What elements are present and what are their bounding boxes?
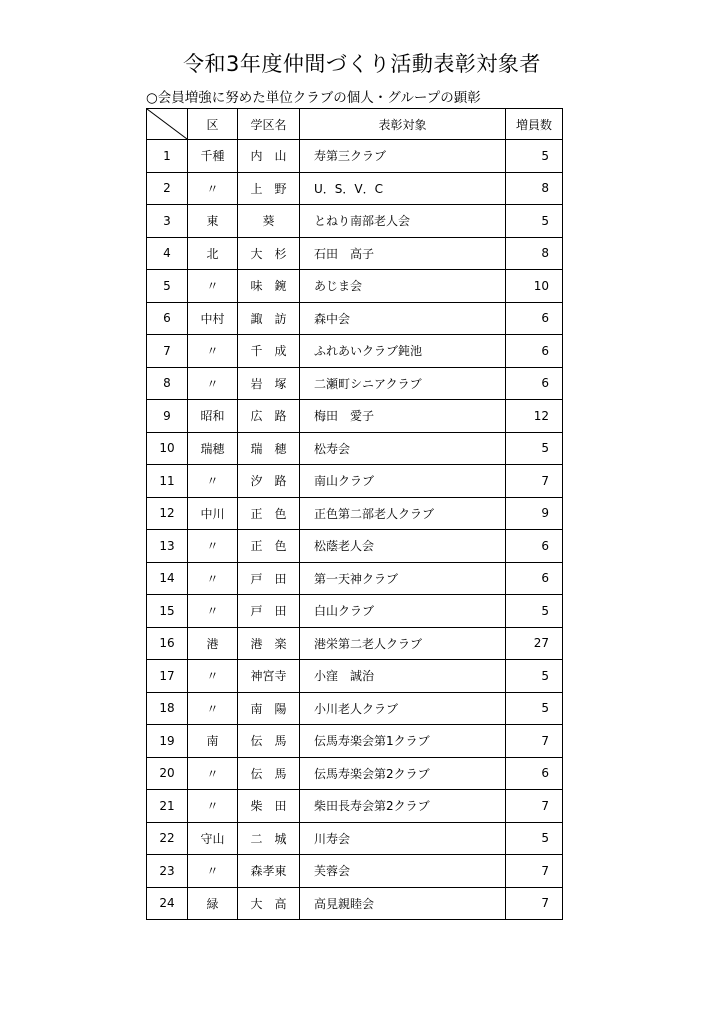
table-row <box>147 887 563 920</box>
table-row <box>147 432 563 465</box>
table-row <box>147 400 563 433</box>
school-district-cell: 葵 <box>238 205 300 238</box>
corner-cell <box>147 109 188 140</box>
row-number: 22 <box>147 822 188 855</box>
award-target-cell: 寿第三クラブ <box>300 140 506 173</box>
table-row <box>147 205 563 238</box>
member-increase-cell: 6 <box>506 757 563 790</box>
school-district-cell: 二 城 <box>238 822 300 855</box>
award-target-cell: 川寿会 <box>300 822 506 855</box>
award-target-cell: 梅田 愛子 <box>300 400 506 433</box>
award-target-cell: 高見親睦会 <box>300 887 506 920</box>
award-target-cell: 芙蓉会 <box>300 855 506 888</box>
school-district-cell: 柴 田 <box>238 790 300 823</box>
row-number: 20 <box>147 757 188 790</box>
member-increase-cell: 9 <box>506 497 563 530</box>
award-target-cell: 正色第二部老人クラブ <box>300 497 506 530</box>
school-district-cell: 汐 路 <box>238 465 300 498</box>
member-increase-cell: 7 <box>506 725 563 758</box>
award-target-cell: ふれあいクラブ鈍池 <box>300 335 506 368</box>
ward-cell: 〃 <box>188 757 238 790</box>
table-row <box>147 237 563 270</box>
member-increase-cell: 27 <box>506 627 563 660</box>
award-target-cell: 柴田長寿会第2クラブ <box>300 790 506 823</box>
school-district-cell: 伝 馬 <box>238 725 300 758</box>
row-number: 21 <box>147 790 188 823</box>
table-row <box>147 302 563 335</box>
table-row <box>147 595 563 628</box>
ward-cell: 〃 <box>188 270 238 303</box>
row-number: 5 <box>147 270 188 303</box>
member-increase-cell: 10 <box>506 270 563 303</box>
school-district-cell: 上 野 <box>238 172 300 205</box>
table-row <box>147 270 563 303</box>
school-district-cell: 広 路 <box>238 400 300 433</box>
award-target-cell: 小窪 誠治 <box>300 660 506 693</box>
ward-cell: 〃 <box>188 595 238 628</box>
row-number: 14 <box>147 562 188 595</box>
school-district-cell: 南 陽 <box>238 692 300 725</box>
member-increase-cell: 5 <box>506 205 563 238</box>
member-increase-cell: 5 <box>506 660 563 693</box>
member-increase-cell: 8 <box>506 172 563 205</box>
section-heading: ○会員増強に努めた単位クラブの個人・グループの顕彰 <box>146 90 481 106</box>
member-increase-cell: 5 <box>506 140 563 173</box>
header-ku: 区 <box>188 109 238 140</box>
table-row <box>147 562 563 595</box>
row-number: 16 <box>147 627 188 660</box>
table-row <box>147 790 563 823</box>
row-number: 9 <box>147 400 188 433</box>
row-number: 8 <box>147 367 188 400</box>
table-row <box>147 140 563 173</box>
ward-cell: 瑞穂 <box>188 432 238 465</box>
table-row <box>147 465 563 498</box>
school-district-cell: 正 色 <box>238 497 300 530</box>
table-row <box>147 172 563 205</box>
header-target: 表彰対象 <box>300 109 506 140</box>
member-increase-cell: 7 <box>506 465 563 498</box>
ward-cell: 北 <box>188 237 238 270</box>
award-target-cell: とねり南部老人会 <box>300 205 506 238</box>
page-title: 令和3年度仲間づくり活動表彰対象者 <box>183 52 541 76</box>
table-row <box>147 855 563 888</box>
member-increase-cell: 5 <box>506 822 563 855</box>
row-number: 17 <box>147 660 188 693</box>
member-increase-cell: 6 <box>506 530 563 563</box>
member-increase-cell: 6 <box>506 302 563 335</box>
row-number: 18 <box>147 692 188 725</box>
ward-cell: 〃 <box>188 692 238 725</box>
member-increase-cell: 7 <box>506 887 563 920</box>
member-increase-cell: 5 <box>506 432 563 465</box>
row-number: 7 <box>147 335 188 368</box>
header-gakku: 学区名 <box>238 109 300 140</box>
table-row <box>147 660 563 693</box>
row-number: 6 <box>147 302 188 335</box>
member-increase-cell: 6 <box>506 562 563 595</box>
row-number: 24 <box>147 887 188 920</box>
award-target-cell: 第一天神クラブ <box>300 562 506 595</box>
award-target-cell: 森中会 <box>300 302 506 335</box>
award-target-cell: 石田 高子 <box>300 237 506 270</box>
school-district-cell: 大 高 <box>238 887 300 920</box>
row-number: 3 <box>147 205 188 238</box>
ward-cell: 〃 <box>188 790 238 823</box>
table-row <box>147 367 563 400</box>
table-row <box>147 757 563 790</box>
row-number: 10 <box>147 432 188 465</box>
member-increase-cell: 6 <box>506 335 563 368</box>
ward-cell: 南 <box>188 725 238 758</box>
member-increase-cell: 6 <box>506 367 563 400</box>
header-count: 増員数 <box>506 109 563 140</box>
row-number: 2 <box>147 172 188 205</box>
award-target-cell: 白山クラブ <box>300 595 506 628</box>
row-number: 15 <box>147 595 188 628</box>
ward-cell: 〃 <box>188 855 238 888</box>
ward-cell: 中村 <box>188 302 238 335</box>
ward-cell: 昭和 <box>188 400 238 433</box>
row-number: 13 <box>147 530 188 563</box>
member-increase-cell: 5 <box>506 595 563 628</box>
award-target-cell: 小川老人クラブ <box>300 692 506 725</box>
award-target-cell: 二瀬町シニアクラブ <box>300 367 506 400</box>
member-increase-cell: 5 <box>506 692 563 725</box>
row-number: 19 <box>147 725 188 758</box>
ward-cell: 中川 <box>188 497 238 530</box>
table-row <box>147 692 563 725</box>
row-number: 11 <box>147 465 188 498</box>
school-district-cell: 味 鋺 <box>238 270 300 303</box>
school-district-cell: 森孝東 <box>238 855 300 888</box>
table-row <box>147 627 563 660</box>
ward-cell: 千種 <box>188 140 238 173</box>
award-target-cell: 南山クラブ <box>300 465 506 498</box>
ward-cell: 〃 <box>188 172 238 205</box>
school-district-cell: 戸 田 <box>238 562 300 595</box>
ward-cell: 港 <box>188 627 238 660</box>
table-row <box>147 822 563 855</box>
award-target-cell: あじま会 <box>300 270 506 303</box>
school-district-cell: 大 杉 <box>238 237 300 270</box>
school-district-cell: 港 楽 <box>238 627 300 660</box>
school-district-cell: 諏 訪 <box>238 302 300 335</box>
ward-cell: 〃 <box>188 530 238 563</box>
row-number: 4 <box>147 237 188 270</box>
ward-cell: 東 <box>188 205 238 238</box>
ward-cell: 〃 <box>188 465 238 498</box>
member-increase-cell: 7 <box>506 855 563 888</box>
ward-cell: 〃 <box>188 367 238 400</box>
school-district-cell: 内 山 <box>238 140 300 173</box>
school-district-cell: 岩 塚 <box>238 367 300 400</box>
table-row <box>147 497 563 530</box>
ward-cell: 緑 <box>188 887 238 920</box>
table-header-row <box>147 109 563 140</box>
school-district-cell: 千 成 <box>238 335 300 368</box>
award-target-cell: 伝馬寿楽会第2クラブ <box>300 757 506 790</box>
ward-cell: 〃 <box>188 335 238 368</box>
row-number: 12 <box>147 497 188 530</box>
school-district-cell: 戸 田 <box>238 595 300 628</box>
award-target-cell: 松寿会 <box>300 432 506 465</box>
diagonal-divider <box>147 109 187 139</box>
member-increase-cell: 8 <box>506 237 563 270</box>
row-number: 23 <box>147 855 188 888</box>
award-target-cell: 松蔭老人会 <box>300 530 506 563</box>
school-district-cell: 瑞 穂 <box>238 432 300 465</box>
awards-table <box>146 108 563 920</box>
table-body <box>147 140 563 920</box>
member-increase-cell: 12 <box>506 400 563 433</box>
award-target-cell: 港栄第二老人クラブ <box>300 627 506 660</box>
table-row <box>147 530 563 563</box>
ward-cell: 〃 <box>188 660 238 693</box>
member-increase-cell: 7 <box>506 790 563 823</box>
table-row <box>147 335 563 368</box>
row-number: 1 <box>147 140 188 173</box>
school-district-cell: 神宮寺 <box>238 660 300 693</box>
school-district-cell: 正 色 <box>238 530 300 563</box>
ward-cell: 守山 <box>188 822 238 855</box>
award-target-cell: 伝馬寿楽会第1クラブ <box>300 725 506 758</box>
award-target-cell: U．S．V．C <box>300 172 506 205</box>
table-row <box>147 725 563 758</box>
ward-cell: 〃 <box>188 562 238 595</box>
school-district-cell: 伝 馬 <box>238 757 300 790</box>
